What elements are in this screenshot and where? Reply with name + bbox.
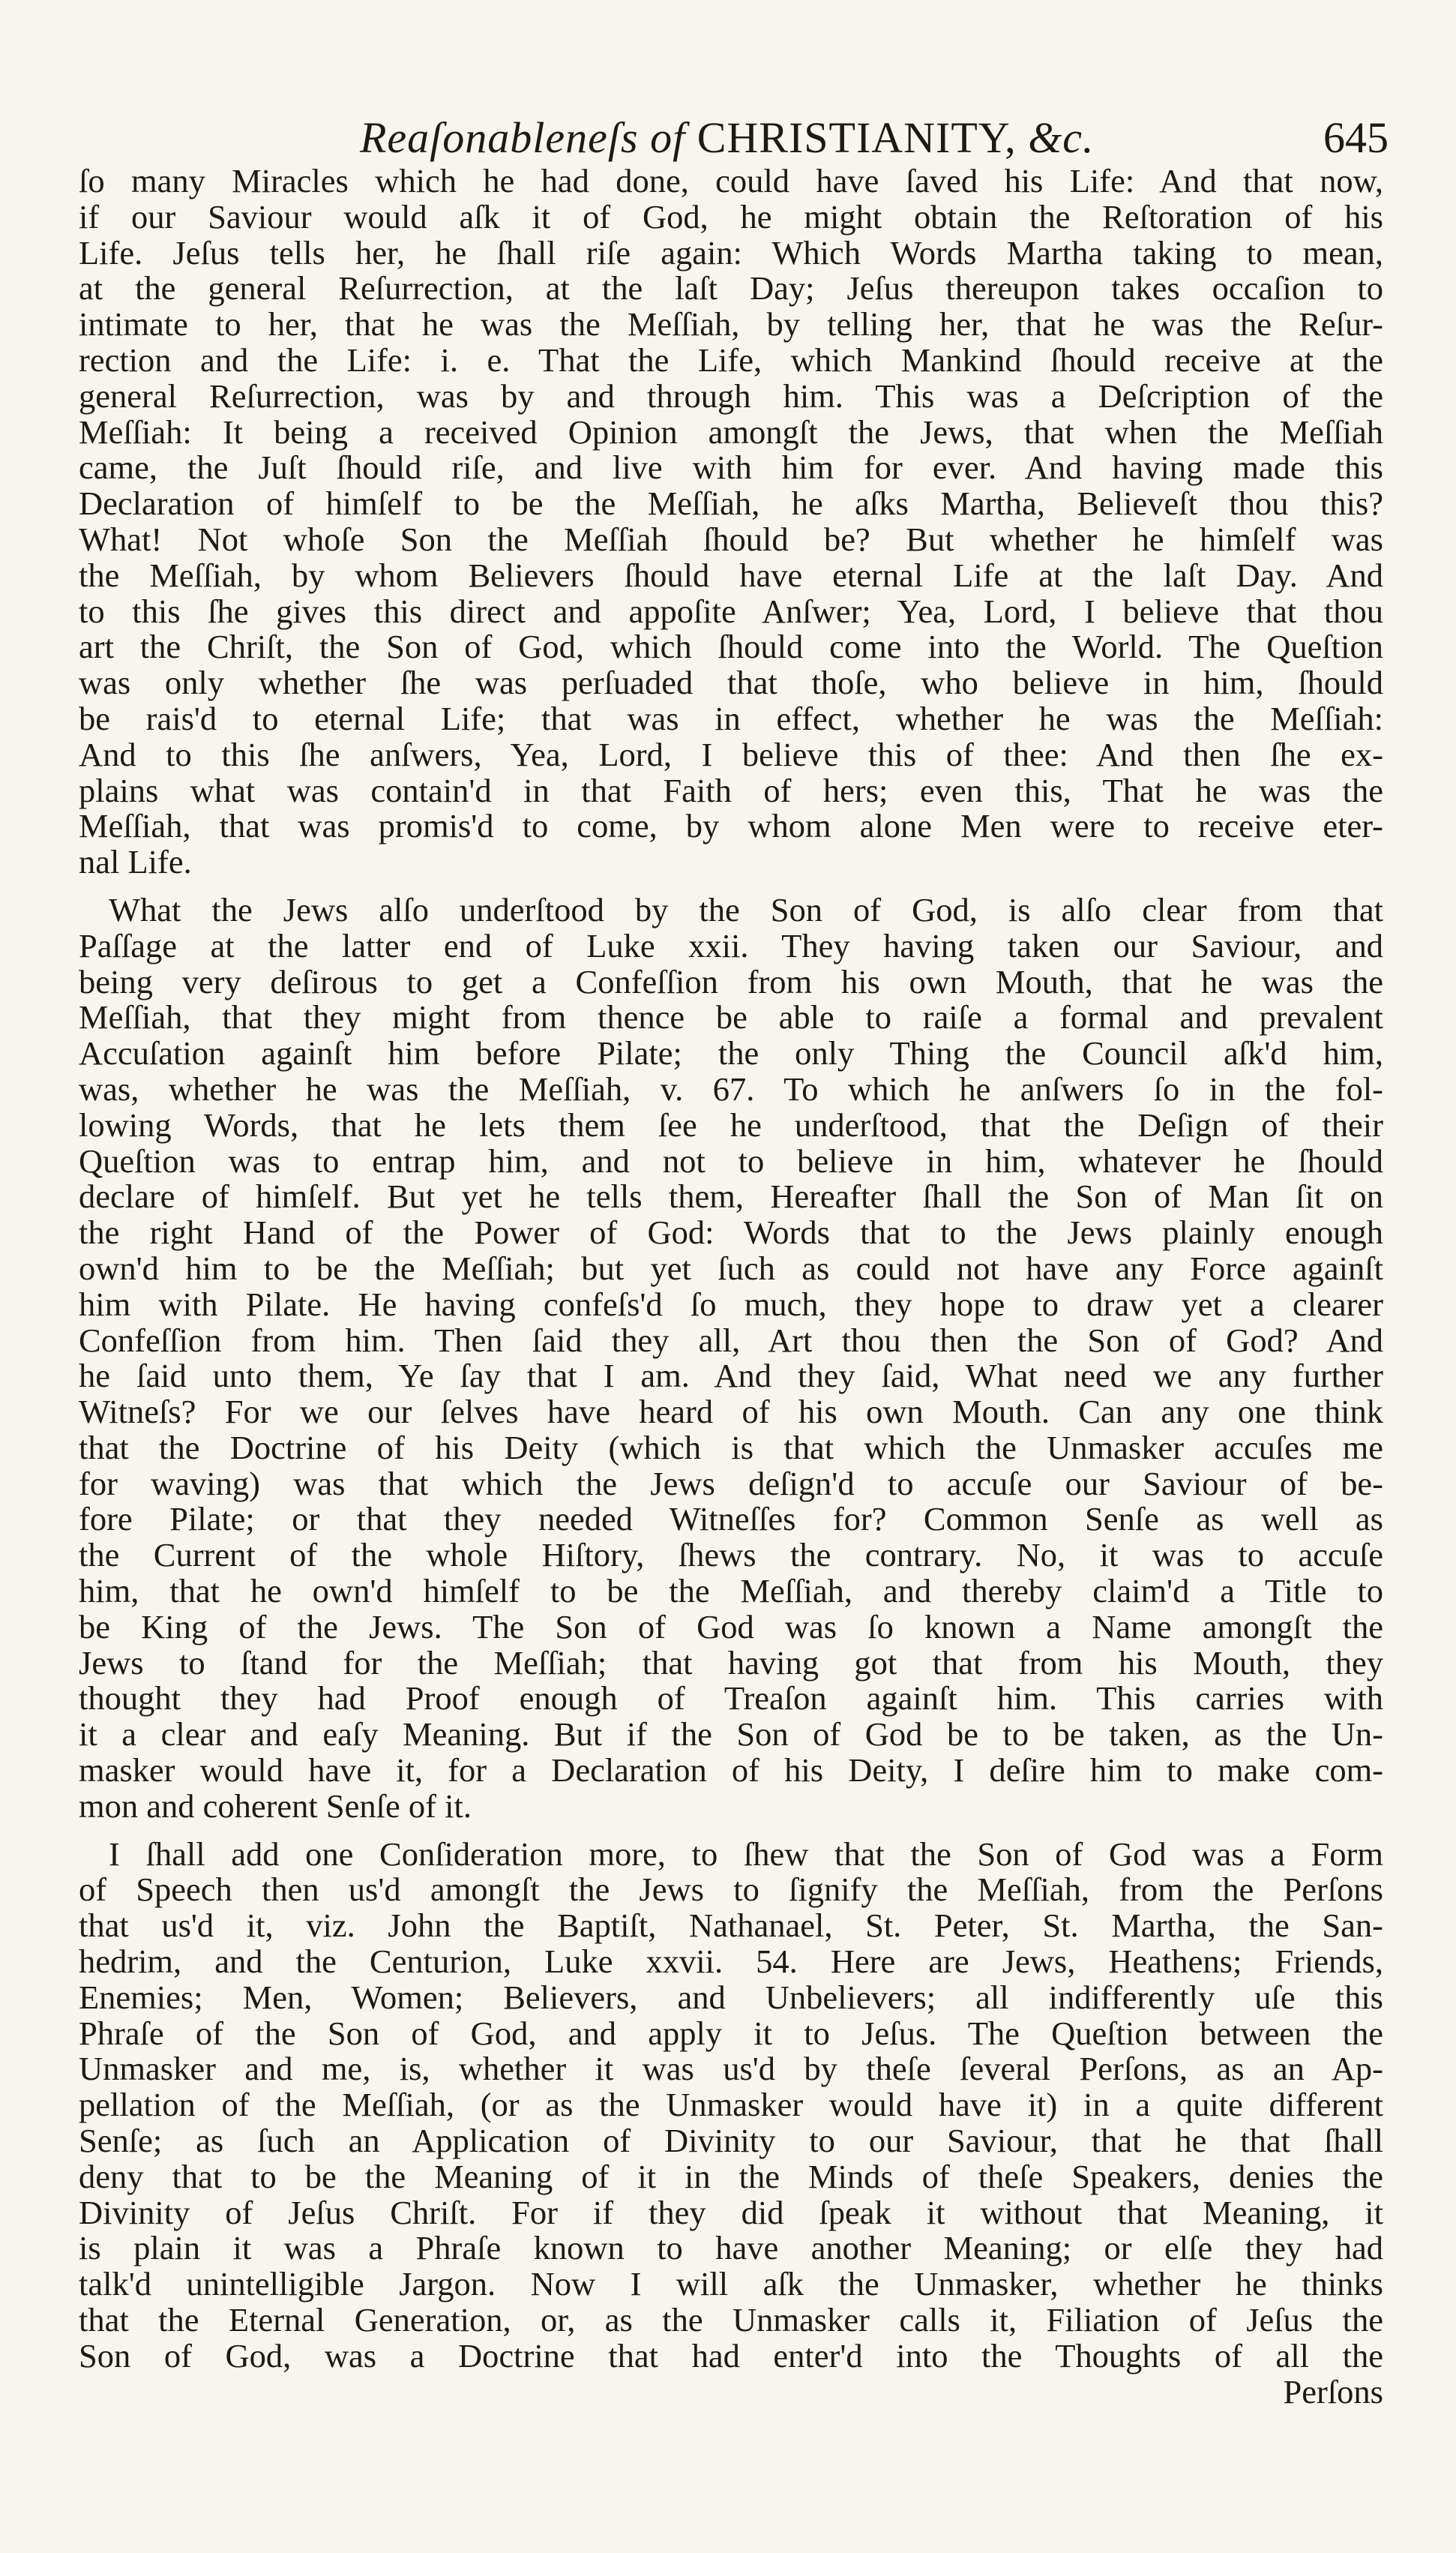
text-line: Meſſiah: It being a received Opinion amongſt the Jews, that when the Meſſiah bbox=[79, 412, 1383, 451]
text-line: What! Not whoſe Son the Meſſiah ſhould be? But whether he himſelf was bbox=[79, 520, 1383, 558]
text-line: Meſſiah, that they might from thence be able to raiſe a formal and prevalent bbox=[79, 998, 1383, 1036]
text-line: Senſe; as ſuch an Application of Divinity to our Saviour, that he that ſhall bbox=[79, 2122, 1383, 2160]
body-text bbox=[79, 164, 1383, 2410]
text-line: of Speech then us'd amongſt the Jews to ſignify the Meſſiah, from the Perſons bbox=[79, 1870, 1383, 1909]
text-line: that us'd it, viz. John the Baptiſt, Nathanael, St. Peter, St. Martha, the San- bbox=[79, 1906, 1383, 1945]
text-line: for waving) was that which the Jews deſign'd to accuſe our Saviour of be- bbox=[79, 1464, 1383, 1502]
text-line: at the general Reſurrection, at the laſt Day; Jeſus thereupon takes occaſion to bbox=[79, 269, 1383, 308]
text-line: Confeſſion from him. Then ſaid they all, Art thou then the Son of God? And bbox=[79, 1321, 1383, 1359]
text-line: being very deſirous to get a Confeſſion from his own Mouth, that he was the bbox=[79, 962, 1383, 1000]
text-line: was only whether ſhe was perſuaded that thoſe, who believe in him, ſhould bbox=[79, 664, 1383, 702]
text-line: Paſſage at the latter end of Luke xxii. They having taken our Saviour, and bbox=[79, 926, 1383, 964]
text-line: came, the Juſt ſhould riſe, and live with him for ever. And having made this bbox=[79, 448, 1383, 487]
text-line: plains what was contain'd in that Faith of hers; even this, That he was the bbox=[79, 771, 1383, 809]
text-line: art the Chriſt, the Son of God, which ſhould come into the World. The Queſtion bbox=[79, 628, 1383, 666]
text-line: Jews to ſtand for the Meſſiah; that having got that from his Mouth, they bbox=[79, 1643, 1383, 1682]
text-line: deny that to be the Meaning of it in the Minds of theſe Speakers, denies the bbox=[79, 2157, 1383, 2195]
text-line: And to this ſhe anſwers, Yea, Lord, I believe this of thee: And then ſhe ex- bbox=[79, 735, 1383, 773]
title-suffix: &c. bbox=[1028, 113, 1095, 162]
text-line: was, whether he was the Meſſiah, v. 67. To which he anſwers ſo in the fol- bbox=[79, 1070, 1383, 1108]
text-line: hedrim, and the Centurion, Luke xxvii. 54. Here are Jews, Heathens; Friends, bbox=[79, 1942, 1383, 1981]
text-line: Unmasker and me, is, whether it was us'd by theſe ſeveral Perſons, as an Ap- bbox=[79, 2050, 1383, 2088]
text-line: rection and the Life: i. e. That the Life, which Mankind ſhould receive at the bbox=[79, 340, 1383, 379]
text-line: What the Jews alſo underſtood by the Son of God, is alſo clear from that bbox=[109, 890, 1383, 928]
text-line: to this ſhe gives this direct and appoſite Anſwer; Yea, Lord, I believe that thou bbox=[79, 592, 1383, 630]
text-line: thought they had Proof enough of Treaſon againſt him. This carries with bbox=[79, 1679, 1383, 1718]
text-line: Witneſs? For we our ſelves have heard of his own Mouth. Can any one think bbox=[79, 1393, 1383, 1431]
text-line: intimate to her, that he was the Meſſiah, by telling her, that he was the Reſur- bbox=[79, 305, 1383, 344]
text-line: Declaration of himſelf to be the Meſſiah, he aſks Martha, Believeſt thou this? bbox=[79, 484, 1383, 523]
text-line: Divinity of Jeſus Chriſt. For if they did ſpeak it without that Meaning, it bbox=[79, 2193, 1383, 2231]
text-line: the Current of the whole Hiſtory, ſhews the contrary. No, it was to accuſe bbox=[79, 1536, 1383, 1574]
text-line: mon and coherent Senſe of it. bbox=[79, 1786, 472, 1825]
text-line: is plain it was a Phraſe known to have another Meaning; or elſe they had bbox=[79, 2229, 1383, 2267]
text-line: that the Eternal Generation, or, as the Unmasker calls it, Filiation of Jeſus the bbox=[79, 2301, 1383, 2339]
text-line: fore Pilate; or that they needed Witneſſes for? Common Senſe as well as bbox=[79, 1500, 1383, 1538]
text-line: lowing Words, that he lets them ſee he underſtood, that the Deſign of their bbox=[79, 1106, 1383, 1144]
catchword: Perſons bbox=[1283, 2372, 1383, 2410]
text-line: Phraſe of the Son of God, and apply it to Jeſus. The Queſtion between the bbox=[79, 2014, 1383, 2052]
text-line: Son of God, was a Doctrine that had enter'd into the Thoughts of all the bbox=[79, 2336, 1383, 2374]
text-line: he ſaid unto them, Ye ſay that I am. And they ſaid, What need we any further bbox=[79, 1357, 1383, 1395]
text-line: I ſhall add one Conſideration more, to ſhew that the Son of God was a Form bbox=[109, 1834, 1383, 1873]
text-line: be King of the Jews. The Son of God was ſo known a Name amongſt the bbox=[79, 1607, 1383, 1646]
text-line: the Meſſiah, by whom Believers ſhould have eternal Life at the laſt Day. And bbox=[79, 556, 1383, 594]
text-line: ſo many Miracles which he had done, could have ſaved his Life: And that now, bbox=[79, 162, 1383, 200]
paragraph bbox=[79, 164, 1383, 880]
text-line: nal Life. bbox=[79, 843, 192, 881]
text-line: Queſtion was to entrap him, and not to believe in him, whatever he ſhould bbox=[79, 1142, 1383, 1180]
text-line: that the Doctrine of his Deity (which is that which the Unmasker accuſes me bbox=[79, 1428, 1383, 1466]
running-header bbox=[75, 112, 1389, 165]
text-line: Life. Jeſus tells her, he ſhall riſe again: Which Words Martha taking to mean, bbox=[79, 233, 1383, 272]
running-title bbox=[360, 112, 1095, 163]
text-line: masker would have it, for a Declaration of his Deity, I deſire him to make com- bbox=[79, 1751, 1383, 1790]
paragraph bbox=[79, 1834, 1383, 2374]
text-line: the right Hand of the Power of God: Words that to the Jews plainly enough bbox=[79, 1214, 1383, 1252]
text-line: declare of himſelf. But yet he tells them, Hereafter ſhall the Son of Man ſit on bbox=[79, 1178, 1383, 1216]
text-line: Accuſation againſt him before Pilate; the only Thing the Council aſk'd him, bbox=[79, 1034, 1383, 1072]
text-line: own'd him to be the Meſſiah; but yet ſuch as could not have any Force againſt bbox=[79, 1249, 1383, 1287]
title-caps: CHRISTIANITY, bbox=[697, 113, 1017, 162]
text-line: him with Pilate. He having confeſs'd ſo much, they hope to draw yet a clearer bbox=[79, 1285, 1383, 1323]
text-line: talk'd unintelligible Jargon. Now I will aſk the Unmasker, whether he thinks bbox=[79, 2265, 1383, 2303]
text-line: it a clear and eaſy Meaning. But if the Son of God be to be taken, as the Un- bbox=[79, 1715, 1383, 1754]
title-italic: Reaſonableneſs of bbox=[360, 113, 686, 162]
text-line: Meſſiah, that was promis'd to come, by whom alone Men were to receive eter- bbox=[79, 807, 1383, 845]
text-line: be rais'd to eternal Life; that was in effect, whether he was the Meſſiah: bbox=[79, 699, 1383, 737]
text-line: general Reſurrection, was by and through him. This was a Deſcription of the bbox=[79, 376, 1383, 415]
text-line: pellation of the Meſſiah, (or as the Unmasker would have it) in a quite different bbox=[79, 2086, 1383, 2124]
text-line: if our Saviour would aſk it of God, he might obtain the Reſtoration of his bbox=[79, 197, 1383, 236]
text-line: him, that he own'd himſelf to be the Meſſiah, and thereby claim'd a Title to bbox=[79, 1572, 1383, 1610]
text-line: Enemies; Men, Women; Believers, and Unbelievers; all indifferently uſe this bbox=[79, 1978, 1383, 2016]
paragraph bbox=[79, 892, 1383, 1825]
page-number: 645 bbox=[1323, 113, 1389, 162]
